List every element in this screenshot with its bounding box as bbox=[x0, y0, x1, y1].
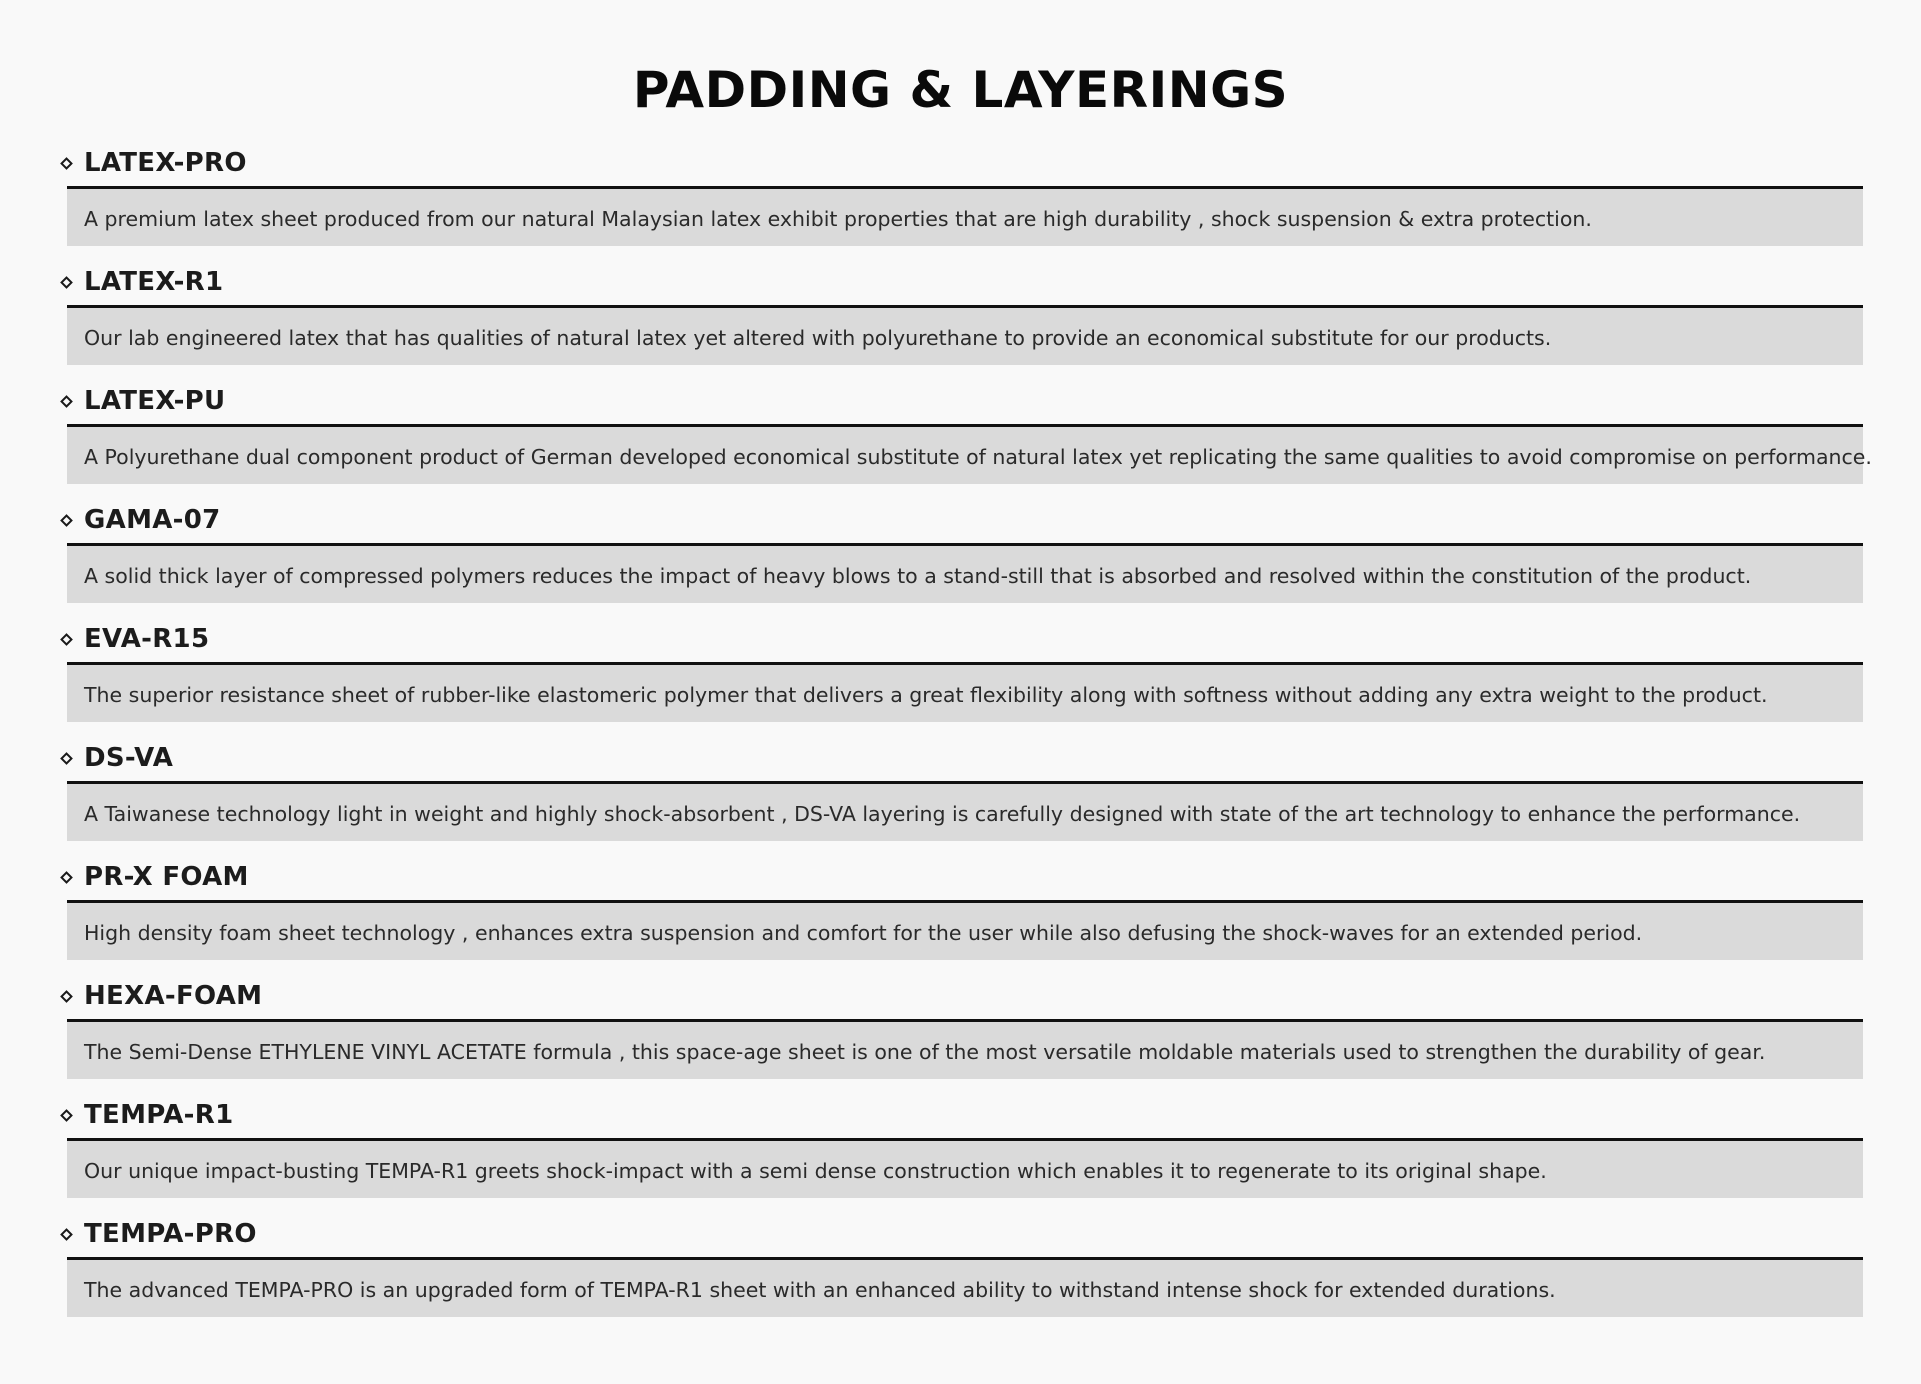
layer-description: A solid thick layer of compressed polymers reduces the impact of heavy blows to a stand-still that is absorbed and resolved within the constitution of the product. bbox=[84, 563, 1752, 588]
diamond-bullet-icon bbox=[60, 514, 73, 527]
diamond-bullet-icon bbox=[60, 990, 73, 1003]
layer-heading bbox=[58, 140, 247, 186]
layer-title: GAMA-07 bbox=[84, 505, 221, 535]
layer-title: EVA-R15 bbox=[84, 624, 210, 654]
diamond-bullet-icon bbox=[60, 1228, 73, 1241]
layer-description-band bbox=[67, 424, 1872, 484]
layer-description: High density foam sheet technology , enhances extra suspension and comfort for the user while also defusing the shock-waves for an extended period. bbox=[84, 920, 1643, 945]
layer-description: A premium latex sheet produced from our natural Malaysian latex exhibit properties that are high durability , shock suspension & extra protection. bbox=[84, 206, 1592, 231]
layer-description: Our unique impact-busting TEMPA-R1 greets shock-impact with a semi dense construction which enables it to regenerate to its original shape. bbox=[84, 1158, 1547, 1183]
layer-description-band bbox=[67, 305, 1863, 365]
layer-description: A Taiwanese technology light in weight and highly shock-absorbent , DS-VA layering is carefully designed with state of the art technology to enhance the performance. bbox=[84, 801, 1801, 826]
layer-title: TEMPA-R1 bbox=[84, 1100, 234, 1130]
layer-section bbox=[0, 973, 1921, 1092]
layer-list bbox=[0, 140, 1921, 1330]
layer-section bbox=[0, 1092, 1921, 1211]
layer-title: PR-X FOAM bbox=[84, 862, 249, 892]
layer-title: LATEX-PRO bbox=[84, 148, 247, 178]
layer-heading bbox=[58, 1092, 233, 1138]
layer-title: TEMPA-PRO bbox=[84, 1219, 257, 1249]
layer-heading bbox=[58, 735, 173, 781]
diamond-bullet-icon bbox=[60, 1109, 73, 1122]
diamond-bullet-icon bbox=[60, 395, 73, 408]
layer-heading bbox=[58, 1211, 257, 1257]
layer-section bbox=[0, 854, 1921, 973]
layer-description: The Semi-Dense ETHYLENE VINYL ACETATE formula , this space-age sheet is one of the most versatile moldable materials used to strengthen the durability of gear. bbox=[84, 1039, 1766, 1064]
layer-heading bbox=[58, 259, 223, 305]
layer-description: A Polyurethane dual component product of German developed economical substitute of natural latex yet replicating the same qualities to avoid compromise on performance. bbox=[84, 444, 1872, 469]
layer-section bbox=[0, 1211, 1921, 1330]
diamond-bullet-icon bbox=[60, 633, 73, 646]
layer-description-band bbox=[67, 900, 1863, 960]
layer-heading bbox=[58, 497, 221, 543]
layer-description-band bbox=[67, 662, 1863, 722]
layer-section bbox=[0, 140, 1921, 259]
layer-section bbox=[0, 616, 1921, 735]
diamond-bullet-icon bbox=[60, 157, 73, 170]
layer-description-band bbox=[67, 1019, 1863, 1079]
layer-description-band bbox=[67, 1257, 1863, 1317]
layer-title: HEXA-FOAM bbox=[84, 981, 263, 1011]
layer-description-band bbox=[67, 543, 1863, 603]
diamond-bullet-icon bbox=[60, 276, 73, 289]
page-title: PADDING & LAYERINGS bbox=[632, 61, 1289, 119]
layer-description: Our lab engineered latex that has qualities of natural latex yet altered with polyurethane to provide an economical substitute for our products. bbox=[84, 325, 1552, 350]
diamond-bullet-icon bbox=[60, 752, 73, 765]
layer-section bbox=[0, 378, 1921, 497]
diamond-bullet-icon bbox=[60, 871, 73, 884]
layer-description-band bbox=[67, 186, 1863, 246]
layer-heading bbox=[58, 854, 249, 900]
layer-section bbox=[0, 735, 1921, 854]
layer-heading bbox=[58, 378, 225, 424]
layer-title: DS-VA bbox=[84, 743, 174, 773]
layer-description: The superior resistance sheet of rubber-like elastomeric polymer that delivers a great flexibility along with softness without adding any extra weight to the product. bbox=[84, 682, 1768, 707]
layer-section bbox=[0, 497, 1921, 616]
layer-description: The advanced TEMPA-PRO is an upgraded form of TEMPA-R1 sheet with an enhanced ability to withstand intense shock for extended durations. bbox=[84, 1277, 1556, 1302]
layer-title: LATEX-R1 bbox=[84, 267, 224, 297]
layer-title: LATEX-PU bbox=[84, 386, 226, 416]
layer-heading bbox=[58, 616, 209, 662]
layer-description-band bbox=[67, 1138, 1863, 1198]
layer-heading bbox=[58, 973, 262, 1019]
layer-section bbox=[0, 259, 1921, 378]
layer-description-band bbox=[67, 781, 1863, 841]
